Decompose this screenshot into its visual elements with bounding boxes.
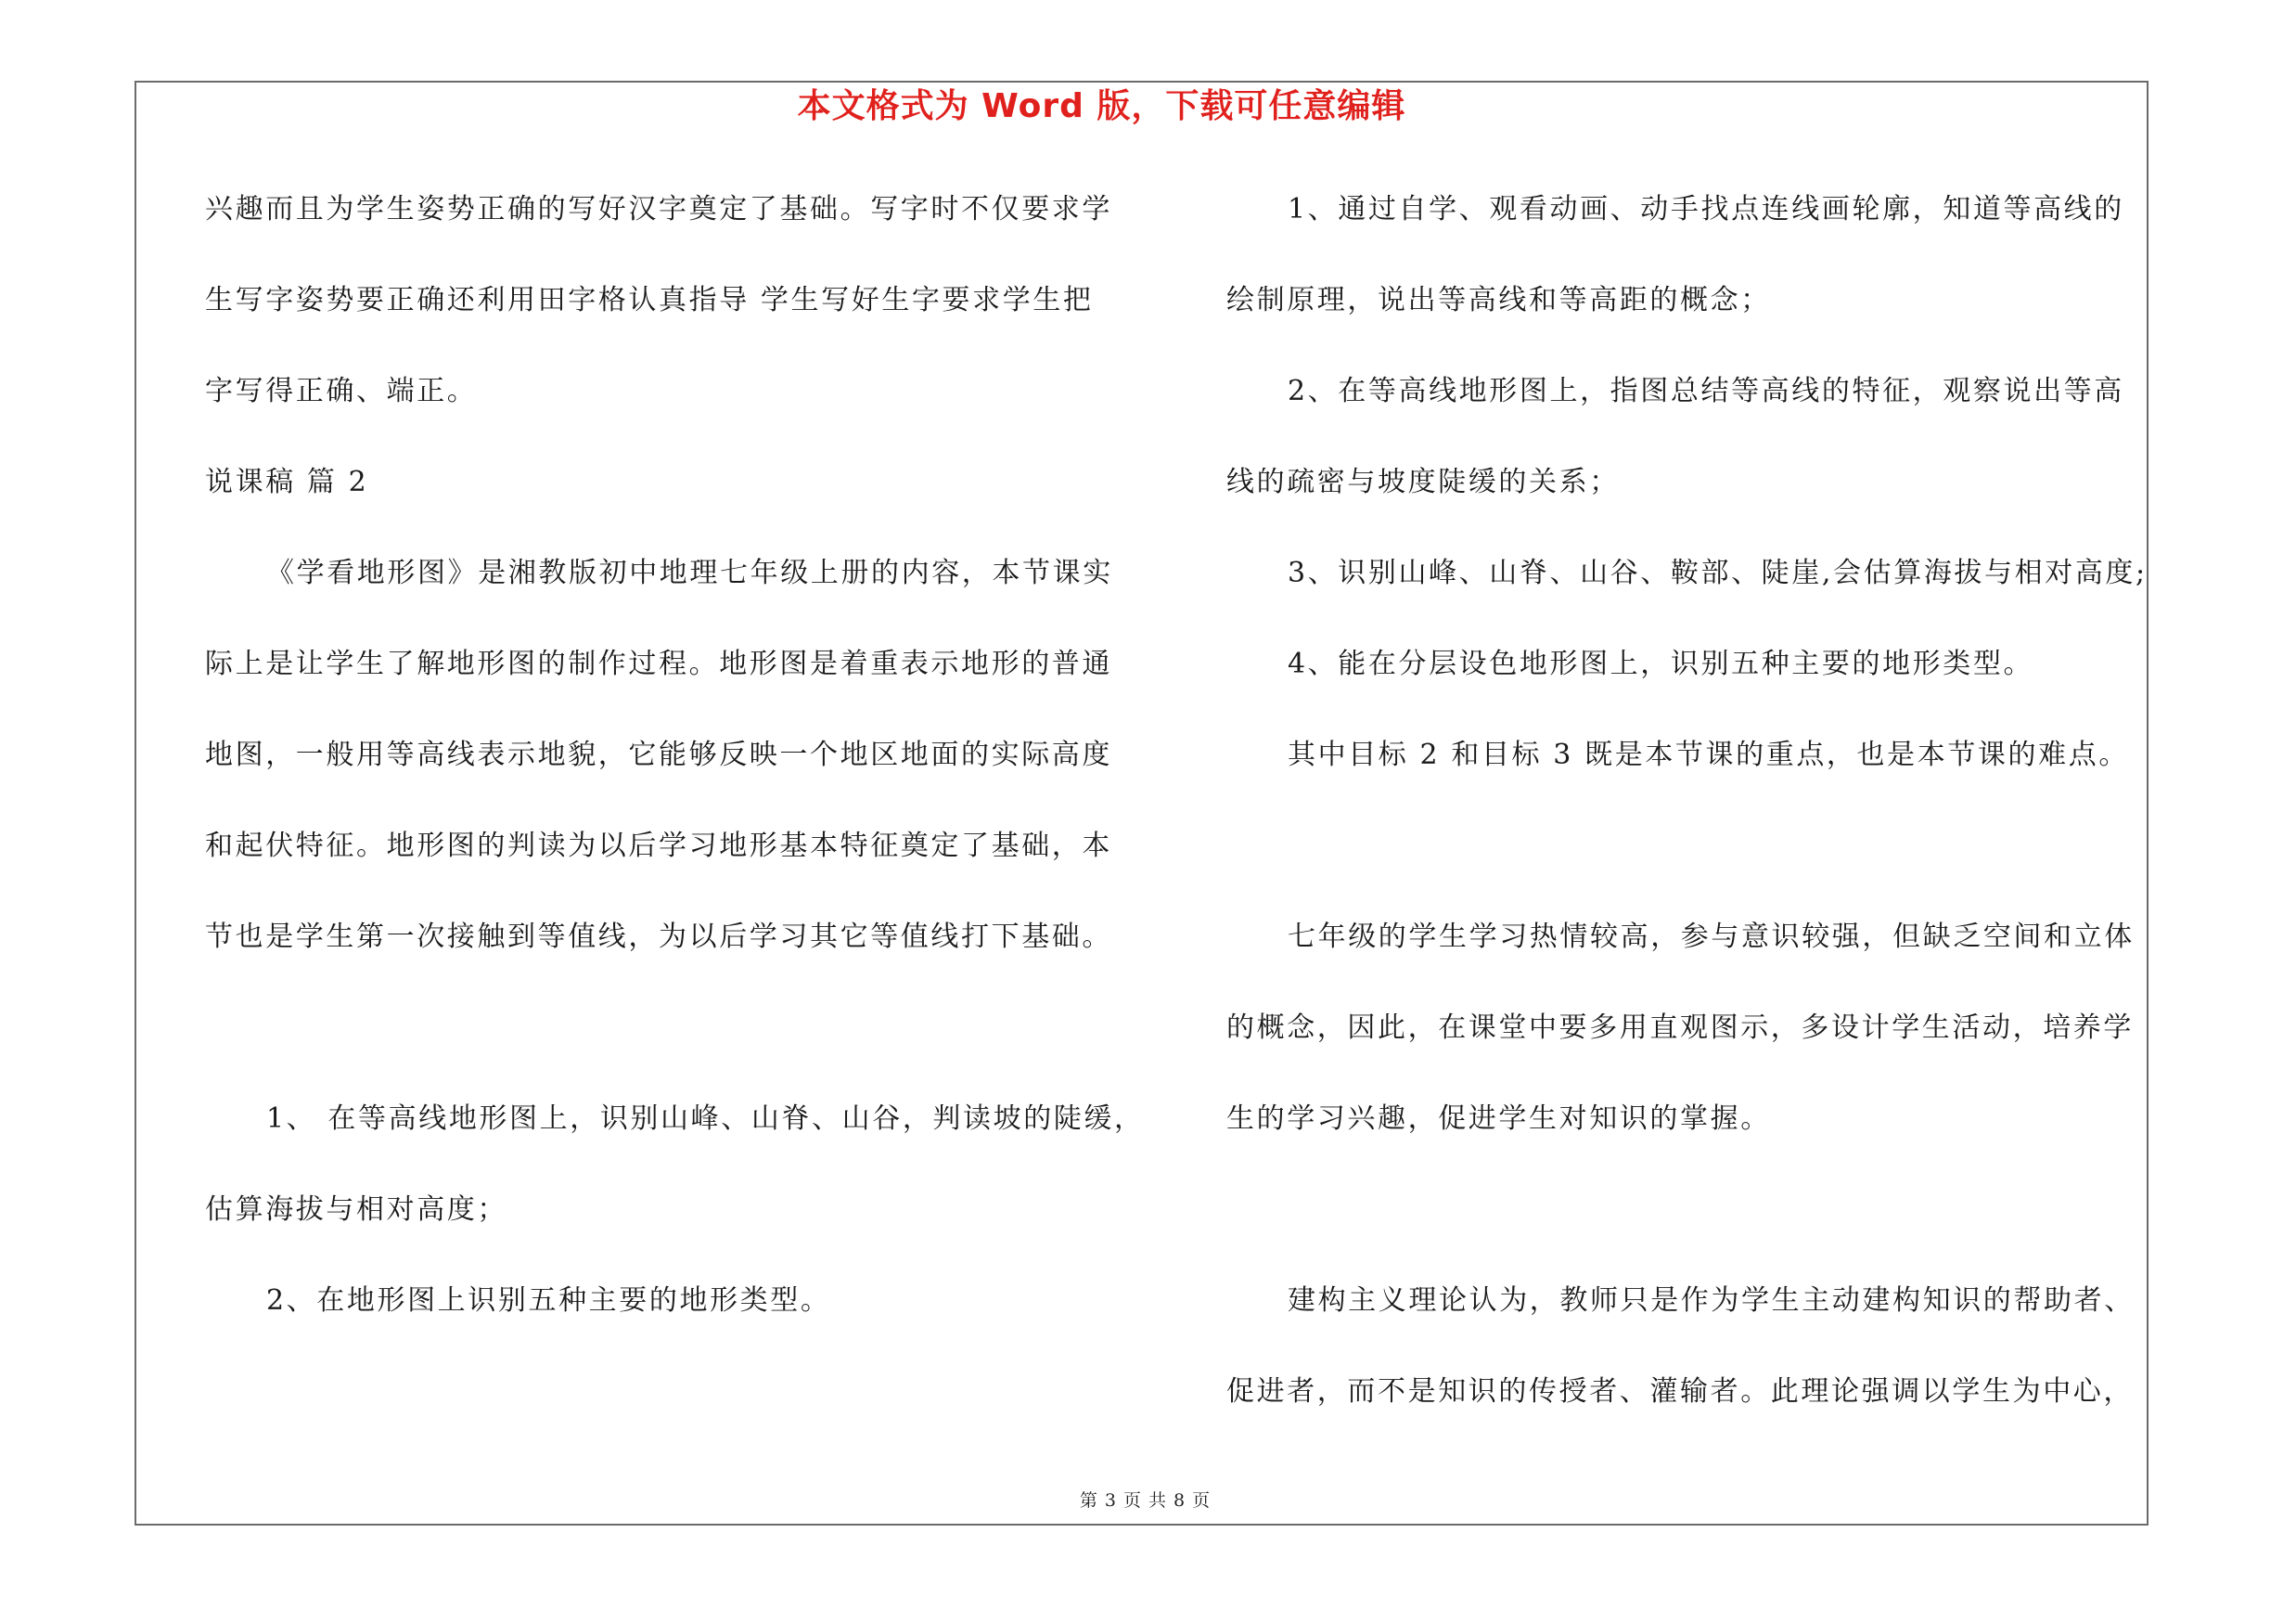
text-line: 1、 在等高线地形图上，识别山峰、山脊、山谷，判读坡的陡缓， <box>266 1102 1145 1135</box>
text-line: 4、能在分层设色地形图上，识别五种主要的地形类型。 <box>1288 648 2034 680</box>
text-line: 2、在地形图上识别五种主要的地形类型。 <box>266 1284 831 1317</box>
text-line: 际上是让学生了解地形图的制作过程。地形图是着重表示地形的普通 <box>205 648 1112 680</box>
text-line: 生写字姿势要正确还利用田字格认真指导 学生写好生字要求学生把 <box>205 284 1094 316</box>
text-line: 生的学习兴趣，促进学生对知识的掌握。 <box>1226 1102 1771 1135</box>
text-line: 建构主义理论认为，教师只是作为学生主动建构知识的帮助者、 <box>1288 1284 2135 1317</box>
text-line: 绘制原理，说出等高线和等高距的概念； <box>1226 284 1771 316</box>
text-line: 字写得正确、端正。 <box>205 375 478 407</box>
text-line: 促进者，而不是知识的传授者、灌输者。此理论强调以学生为中心， <box>1226 1375 2134 1408</box>
text-line: 兴趣而且为学生姿势正确的写好汉字奠定了基础。写字时不仅要求学 <box>205 193 1112 225</box>
text-line: 七年级的学生学习热情较高，参与意识较强，但缺乏空间和立体 <box>1288 921 2135 953</box>
text-line: 《学看地形图》是湘教版初中地理七年级上册的内容，本节课实 <box>266 557 1113 589</box>
blank-line <box>1226 801 2145 892</box>
right-column <box>1226 164 2148 1437</box>
text-line: 的概念，因此，在课堂中要多用直观图示，多设计学生活动，培养学 <box>1226 1011 2134 1044</box>
format-banner: 本文格式为 Word 版，下载可任意编辑 <box>797 87 1406 125</box>
blank-line <box>1226 1165 2145 1256</box>
left-column <box>205 164 1145 1346</box>
text-line: 地图，一般用等高线表示地貌，它能够反映一个地区地面的实际高度 <box>205 739 1112 771</box>
text-line: 线的疏密与坡度陡缓的关系； <box>1226 466 1620 498</box>
text-line: 2、在等高线地形图上，指图总结等高线的特征，观察说出等高 <box>1288 375 2124 407</box>
text-line: 和起伏特征。地形图的判读为以后学习地形基本特征奠定了基础，本 <box>205 830 1112 862</box>
text-line: 1、通过自学、观看动画、动手找点连线画轮廓，知道等高线的 <box>1288 193 2124 225</box>
page-footer: 第 3 页 共 8 页 <box>1079 1490 1212 1511</box>
text-line: 估算海拔与相对高度； <box>205 1193 507 1226</box>
text-line: 3、识别山峰、山脊、山谷、鞍部、陡崖,会估算海拔与相对高度; <box>1288 557 2148 589</box>
text-line: 说课稿 篇 2 <box>205 466 369 498</box>
text-line: 节也是学生第一次接触到等值线，为以后学习其它等值线打下基础。 <box>205 921 1112 953</box>
text-line: 其中目标 2 和目标 3 既是本节课的重点，也是本节课的难点。 <box>1288 739 2129 771</box>
blank-line <box>205 983 1133 1074</box>
